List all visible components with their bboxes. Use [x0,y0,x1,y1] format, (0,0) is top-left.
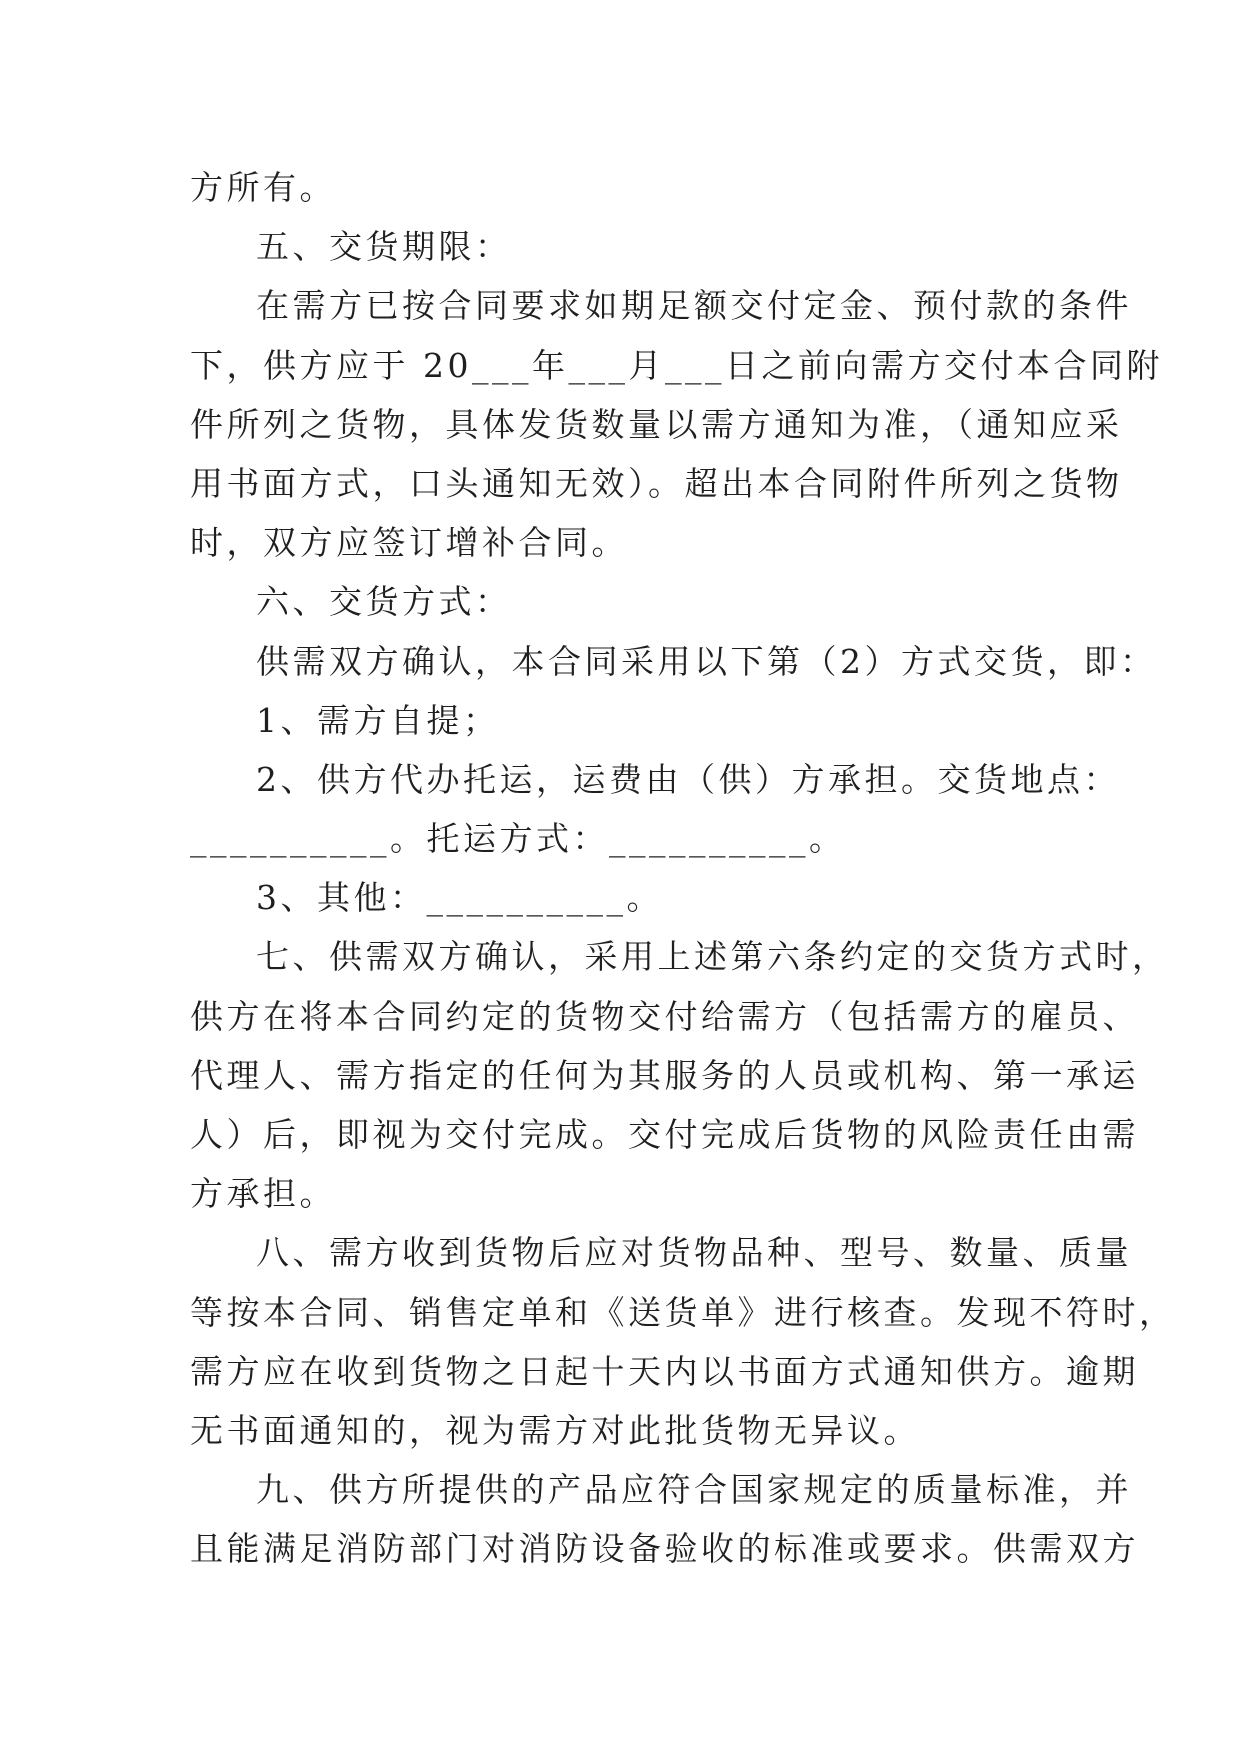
text-line: __________。托运方式：__________。 [190,819,846,859]
section-heading-delivery-period: 五、交货期限： [256,227,512,267]
text-line: 在需方已按合同要求如期足额交付定金、预付款的条件 [256,286,1132,326]
list-item: 1、需方自提； [256,700,500,740]
section-clause-seven: 七、供需双方确认，采用上述第六条约定的交货方式时， [256,937,1169,977]
text-line: 等按本合同、销售定单和《送货单》进行核查。发现不符时， [190,1292,1176,1332]
document-body [190,158,1176,1579]
text-line: 方所有。 [190,168,336,207]
text-line: 时，双方应签订增补合同。 [190,523,628,563]
section-clause-nine: 九、供方所提供的产品应符合国家规定的质量标准，并 [256,1470,1132,1510]
text-line: 代理人、需方指定的任何为其服务的人员或机构、第一承运 [190,1055,1139,1095]
list-item: 2、供方代办托运，运费由（供）方承担。交货地点： [256,759,1120,799]
text-line: 方承担。 [190,1174,336,1214]
text-line: 人）后，即视为交付完成。交付完成后货物的风险责任由需 [190,1115,1139,1154]
text-line: 下，供方应于 20___年___月___日之前向需方交付本合同附 [190,345,1163,385]
text-line: 供需双方确认，本合同采用以下第（2）方式交货，即： [256,641,1157,681]
text-line: 需方应在收到货物之日起十天内以书面方式通知供方。逾期 [190,1351,1139,1391]
text-line: 无书面通知的，视为需方对此批货物无异议。 [190,1410,920,1450]
section-heading-delivery-method: 六、交货方式： [256,582,512,622]
section-clause-eight: 八、需方收到货物后应对货物品种、型号、数量、质量 [256,1233,1132,1273]
text-line: 用书面方式，口头通知无效）。超出本合同附件所列之货物 [190,463,1123,503]
text-line: 供方在将本合同约定的货物交付给需方（包括需方的雇员、 [190,996,1139,1036]
list-item: 3、其他：__________。 [256,878,663,918]
text-line: 且能满足消防部门对消防设备验收的标准或要求。供需双方 [190,1529,1139,1569]
text-line: 件所列之货物，具体发货数量以需方通知为准，（通知应采 [190,404,1123,444]
